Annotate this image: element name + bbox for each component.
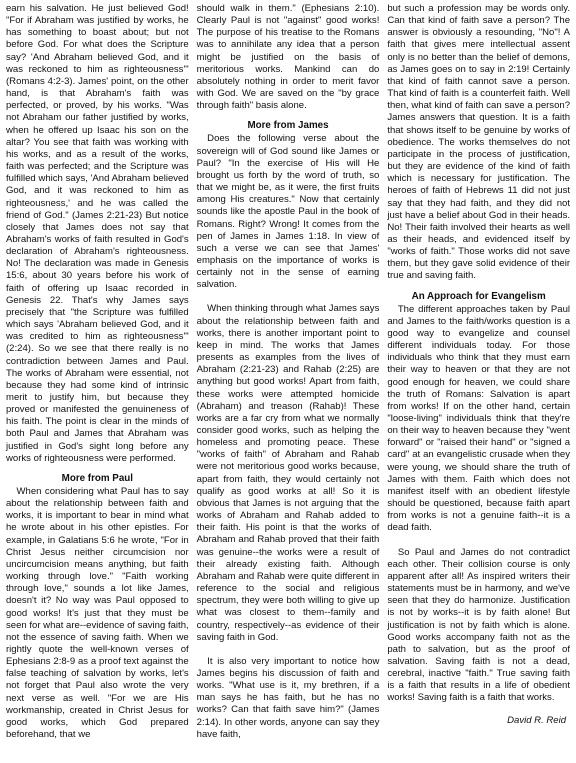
paragraph: When thinking through what James says about the relationship between faith and works, there is another important point to keep in mind. The works that James presents as examples from the lives of Abraham (2:21-23) and Rahab (2:25) are anything but good works! Apart from faith, these works were attempted homicide (Abraham) and treason (Rahab)! These works are a far cry from what we normally consider good works, such as helping the homeless and promoting peace. These "works of faith" of Abraham and Rahab were not meritorious good works because, apart from faith, they would certainly not qualify as good works at all! So it is obvious that James is not arguing that the works of Abraham and Rahab added to their faith. His point is that the works of Abraham and Rahab proved that their faith was genuine--the works were a result of their already existing faith. Although Abraham and Rahab were quite different in reference to the social and religious spectrum, they were both willing to give up what was closest to them--family and country, respectively--as evidence of their saving faith in God. [196, 303, 380, 643]
column-3 [387, 3, 570, 759]
author-signature: David R. Reid [507, 714, 567, 726]
paragraph: When considering what Paul has to say about the relationship between faith and works, it is important to bear in mind what he wrote about in his other epistles. For example, in Galatians 5:6 he wrote, "For in Christ Jesus neither circumcision nor uncircumcision means anything, but faith working through love." "Faith working through love," sounds a lot like James, doesn't it? No way was Paul opposed to good works! It's just that they must be seen for what are--evidence of saving faith, not the essence of saving faith. When we rightly quote the well-known verses of Ephesians 2:8-9 as a proof text against the false teaching of salvation by works, let's not forget that Paul also wrote the very next verse as well. "For we are His workmanship, created in Christ Jesus for good works, which God prepared beforehand, that we [6, 485, 189, 741]
section-heading: An Approach for Evangelism [411, 290, 546, 302]
paragraph: The different approaches taken by Paul and James to the faith/works question is a good way to evangelize and counsel different individuals today. For those individuals who think that they must earn their way to heaven or that they are not good enough for heaven, we could share the truth of Romans: Salvation is apart from works! If on the other hand, certain "loose-living" individuals think that they're on their way to heaven because they "went forward" or "raised their hand" or "signed a card" at an evangelistic crusade when they were young, we should share the truth of James with them. Faith which does not manifest itself with an obedient lifestyle should be questioned, because faith apart from works is not a genuine faith--it is a dead faith. [387, 303, 571, 534]
paragraph: should walk in them." (Ephesians 2:10). Clearly Paul is not "against" good works! The purpose of his treatise to the Romans was to annihilate any idea that a person might be justified on the basis of meritorious works. Mankind can do absolutely nothing in order to merit favor with God. We are saved on the "by grace through faith" basis alone. [196, 3, 380, 112]
paragraph: Does the following verse about the sovereign will of God sound like James or Paul? "In the exercise of His will He brought us forth by the word of truth, so that we might be, as it were, the first fruits among His creatures." Now that certainly sounds like the apostle Paul in the book of Romans. Right? Wrong! It comes from the pen of James in James 1:18. In view of such a verse we can see that James' emphasis on the importance of works is certainly not in the sense of earning salvation. [196, 133, 380, 291]
section-heading: More from Paul [61, 472, 133, 484]
column-2 [197, 3, 380, 759]
paragraph: It is also very important to notice how James begins his discussion of faith and works. "What use is it, my brethren, if a man says he has faith, but he has no works? Can that faith save him?" (James 2:14). In other words, anyone can say they have faith, [196, 655, 380, 740]
paragraph: So Paul and James do not contradict each other. Their collision course is only apparent after all! As inspired writers their statements must be in harmony, and we've seen that they do harmonize. Justification is not by works--it is by faith alone! But justification is not by faith which is alone. Good works accompany faith not as the path to salvation, but as the proof of salvation. Saving faith is not a dead, cerebral, inactive "faith." True saving faith is a faith that results in a life of obedient works! Saving faith is a faith that works. [387, 546, 571, 704]
section-heading: More from James [247, 120, 329, 132]
column-1 [6, 3, 189, 759]
paragraph: but such a profession may be words only. Can that kind of faith save a person? The answer is obviously a resounding, "No"! A faith that gives mere intellectual assent only is no better than the belief of demons, as James goes on to say in 2:19! Certainly that kind of faith cannot save a person. That kind of faith is a counterfeit faith. Well then, what kind of faith can save a person? James answers that question. It is a faith that shows itself to be genuine by works of obedience. The works themselves do not participate in the process of justification, but they are evidence of the kind of faith which is necessary for justification. The heroes of faith of Hebrews 11 did not just say that they had faith, and they did not just have a belief about God in their heads. No! Their faith involved their hearts as well as their heads, and evidenced itself by "works of faith." Those works did not save them, but they gave solid evidence of their true and saving faith. [387, 3, 571, 282]
paragraph: earn his salvation. He just believed God! "For if Abraham was justified by works, he has something to boast about; but not before God. For what does the Scripture say? 'And Abraham believed God, and it was reckoned to him as righteousness'" (Romans 4:2-3). James' point, on the other hand, is that Abraham's faith was perfected, or proved, by his works. "Was not Abraham our father justified by works, when he offered up Isaac his son on the altar? You see that faith was working with his works, and as a result of the works, faith was perfected; and the Scripture was fulfilled which says, 'And Abraham believed God, and it was reckoned to him as righteousness,' and he was called the friend of God." (James 2:21-23) But notice closely that James does not say that Abraham's works of faith resulted in God's declaration of Abraham's righteousness. No! The declaration was made in Genesis 15:6, about 30 years before his work of faith of offering up Isaac recorded in Genesis 22. That's why James says precisely that "the Scripture was fulfilled which says 'Abraham believed God, and it was credited to him as righteousness'" (2:24). So we see that there really is no contradiction between James and Paul. The works of Abraham were essential, not because they had some kind of intrinsic merit to justify him, but because they proved or manifested the genuineness of his faith. The point is clear in the minds of both Paul and James that Abraham was justified in God's sight long before any works of righteousness were performed. [6, 3, 189, 464]
